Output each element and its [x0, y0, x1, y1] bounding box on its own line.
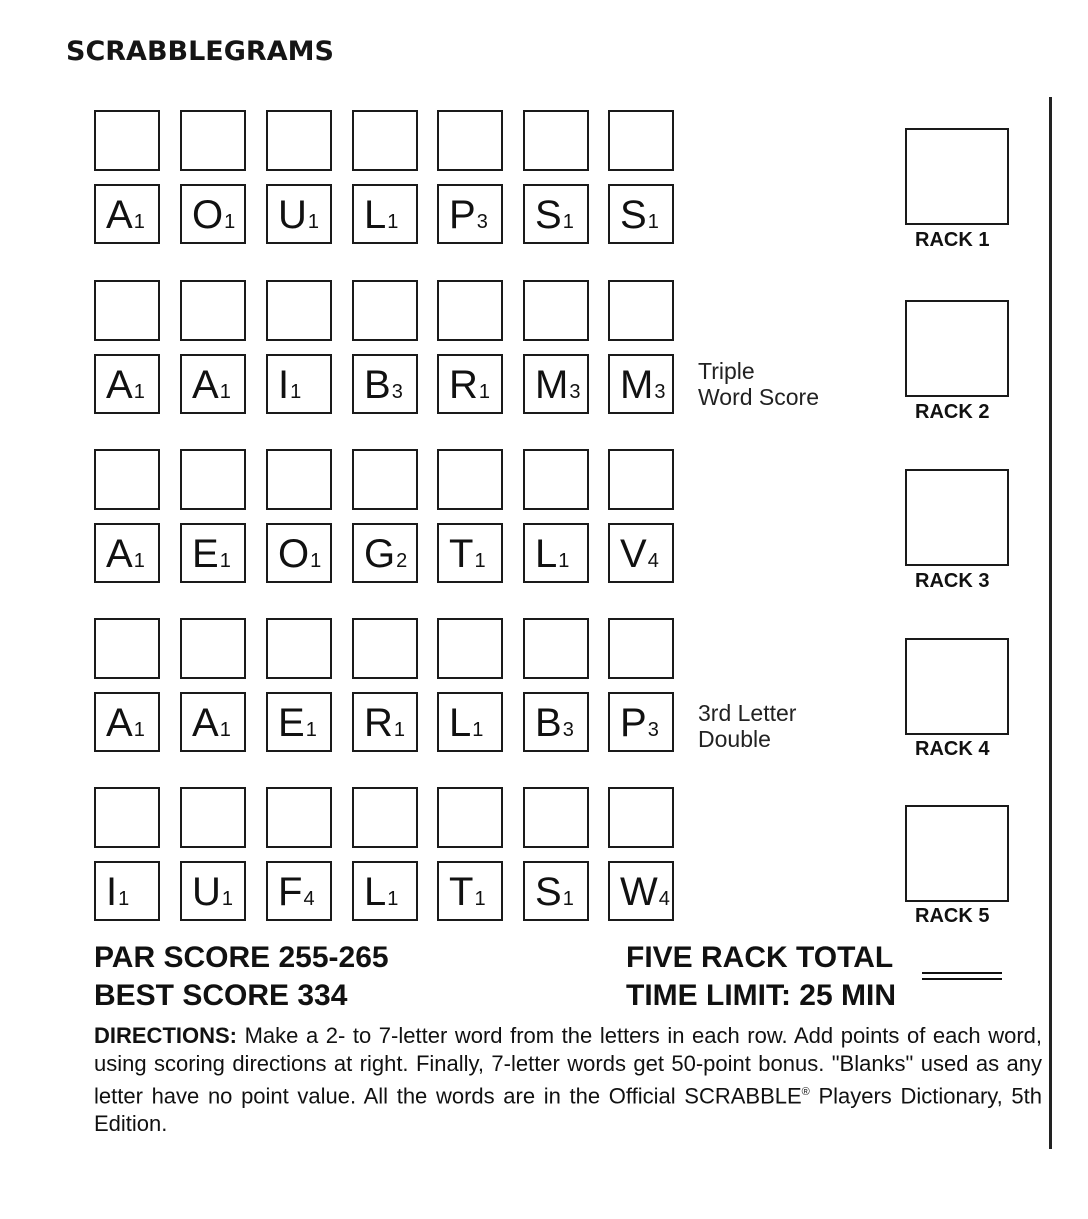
tile-points: 1: [118, 888, 130, 910]
tile-letter: R: [364, 701, 393, 745]
tile-points: 3: [647, 719, 659, 741]
letter-tile: [266, 184, 332, 244]
tile-letter: E: [192, 532, 219, 576]
tile-letter: L: [535, 532, 558, 576]
tile-face: [278, 191, 319, 246]
tile-face: [278, 868, 315, 923]
tile-face: [449, 530, 486, 585]
answer-box[interactable]: [608, 618, 674, 679]
registered-mark: ®: [801, 1086, 810, 1098]
answer-box[interactable]: [180, 110, 246, 171]
answer-box[interactable]: [266, 618, 332, 679]
tile-face: [364, 361, 403, 416]
scoring-note: 3rd Letter Double: [698, 700, 797, 752]
time-limit: TIME LIMIT: 25 MIN: [626, 979, 896, 1012]
answer-box[interactable]: [180, 787, 246, 848]
tile-letter: W: [620, 870, 658, 914]
tile-letter: B: [364, 363, 391, 407]
letter-tile: [608, 692, 674, 752]
tile-face: [620, 361, 665, 416]
answer-box[interactable]: [266, 787, 332, 848]
tile-letter: S: [535, 870, 562, 914]
total-answer-line-top: [922, 972, 1002, 974]
tile-letter: S: [535, 193, 562, 237]
tile-points: 1: [133, 381, 145, 403]
tile-face: [192, 699, 231, 754]
tile-face: [106, 699, 145, 754]
rack-score-box[interactable]: [905, 469, 1009, 566]
letter-tile: [266, 861, 332, 921]
letter-tile: [94, 523, 160, 583]
tile-letter: A: [106, 701, 133, 745]
tile-points: 3: [562, 719, 574, 741]
tile-points: 1: [219, 719, 231, 741]
tile-face: [106, 361, 145, 416]
letter-tile: [94, 692, 160, 752]
letter-tile: [608, 354, 674, 414]
rack-score-box[interactable]: [905, 638, 1009, 735]
tile-face: [449, 361, 490, 416]
right-divider-line: [1049, 97, 1052, 1149]
answer-box[interactable]: [523, 787, 589, 848]
letter-tile: [608, 184, 674, 244]
tile-points: 4: [647, 550, 659, 572]
tile-face: [620, 699, 659, 754]
letter-tile: [180, 354, 246, 414]
tile-letter: O: [278, 532, 310, 576]
tile-letter: P: [620, 701, 647, 745]
tile-letter: I: [278, 363, 290, 407]
tile-row-2: [94, 280, 694, 420]
tile-letter: A: [106, 363, 133, 407]
tile-points: 4: [303, 888, 315, 910]
rack-label: RACK 4: [915, 738, 990, 760]
answer-box[interactable]: [352, 449, 418, 510]
tile-points: 1: [562, 888, 574, 910]
best-score: BEST SCORE 334: [94, 979, 348, 1012]
letter-tile: [94, 861, 160, 921]
tile-face: [106, 868, 129, 923]
five-rack-total-label: FIVE RACK TOTAL: [626, 941, 894, 974]
letter-tile: [437, 354, 503, 414]
tile-letter: E: [278, 701, 305, 745]
tile-letter: L: [364, 870, 387, 914]
answer-box[interactable]: [352, 280, 418, 341]
answer-box[interactable]: [608, 449, 674, 510]
letter-tile: [180, 523, 246, 583]
answer-box[interactable]: [94, 110, 160, 171]
answer-box[interactable]: [94, 449, 160, 510]
letter-tile: [266, 692, 332, 752]
answer-box[interactable]: [266, 110, 332, 171]
tile-letter: A: [192, 701, 219, 745]
letter-tile: [523, 861, 589, 921]
answer-box[interactable]: [437, 618, 503, 679]
puzzle-title: SCRABBLEGRAMS: [66, 36, 334, 67]
tile-points: 1: [310, 550, 322, 572]
letter-tile: [437, 523, 503, 583]
answer-box[interactable]: [437, 280, 503, 341]
answer-box[interactable]: [523, 110, 589, 171]
answer-box[interactable]: [94, 618, 160, 679]
tile-face: [449, 191, 488, 246]
letter-tile: [523, 692, 589, 752]
rack-label: RACK 5: [915, 905, 990, 927]
answer-box[interactable]: [352, 110, 418, 171]
tile-points: 1: [647, 211, 659, 233]
directions-body-end: Players Dictionary, 5th Edition.: [94, 1083, 1042, 1137]
tile-face: [535, 530, 569, 585]
tile-letter: L: [449, 701, 472, 745]
letter-tile: [352, 861, 418, 921]
directions-text: [94, 1022, 1042, 1138]
letter-tile: [523, 354, 589, 414]
letter-tile: [608, 861, 674, 921]
letter-tile: [608, 523, 674, 583]
answer-box[interactable]: [608, 787, 674, 848]
tile-face: [620, 191, 659, 246]
tile-points: 1: [387, 211, 399, 233]
tile-letter: T: [449, 532, 474, 576]
letter-tile: [266, 354, 332, 414]
tile-face: [620, 868, 670, 923]
tile-points: 3: [476, 211, 488, 233]
letter-tile: [94, 184, 160, 244]
tile-letter: V: [620, 532, 647, 576]
tile-letter: O: [192, 193, 224, 237]
tile-letter: G: [364, 532, 396, 576]
letter-tile: [352, 354, 418, 414]
letter-tile: [352, 184, 418, 244]
answer-box[interactable]: [437, 449, 503, 510]
rack-label: RACK 2: [915, 401, 990, 423]
answer-box[interactable]: [352, 787, 418, 848]
letter-tile: [437, 184, 503, 244]
answer-box[interactable]: [523, 280, 589, 341]
answer-box[interactable]: [437, 787, 503, 848]
tile-letter: P: [449, 193, 476, 237]
tile-face: [192, 530, 231, 585]
tile-face: [535, 191, 574, 246]
letter-tile: [352, 523, 418, 583]
tile-letter: S: [620, 193, 647, 237]
tile-letter: B: [535, 701, 562, 745]
tile-row-3: [94, 449, 694, 589]
letter-tile: [266, 523, 332, 583]
par-score: PAR SCORE 255-265: [94, 941, 389, 974]
rack-label: RACK 1: [915, 229, 990, 251]
tile-face: [449, 868, 486, 923]
rack-score-box[interactable]: [905, 300, 1009, 397]
tile-points: 1: [133, 719, 145, 741]
tile-points: 1: [221, 888, 234, 910]
tile-points: 2: [396, 550, 408, 572]
rack-label: RACK 3: [915, 570, 990, 592]
tile-face: [192, 361, 231, 416]
tile-points: 1: [133, 211, 145, 233]
tile-points: 4: [658, 888, 670, 910]
answer-box[interactable]: [94, 787, 160, 848]
tile-points: 1: [305, 719, 317, 741]
tile-points: 1: [393, 719, 406, 741]
letter-tile: [180, 184, 246, 244]
tile-face: [449, 699, 483, 754]
tile-points: 1: [478, 381, 491, 403]
answer-box[interactable]: [180, 280, 246, 341]
tile-face: [535, 868, 574, 923]
rack-score-box[interactable]: [905, 805, 1009, 902]
answer-box[interactable]: [523, 449, 589, 510]
tile-letter: M: [535, 363, 569, 407]
answer-box[interactable]: [352, 618, 418, 679]
tile-face: [620, 530, 659, 585]
letter-tile: [352, 692, 418, 752]
directions-body: Make a 2- to 7-letter word from the letters in each row. Add points of each word, using scoring directions at right. Finally, 7-letter words get 50-point bonus. "Blanks" used as any letter have no point value. All the words are in the Official SCRABBLE: [94, 1023, 1042, 1109]
answer-box[interactable]: [437, 110, 503, 171]
rack-score-box[interactable]: [905, 128, 1009, 225]
tile-points: 1: [558, 550, 570, 572]
tile-letter: U: [278, 193, 307, 237]
tile-letter: I: [106, 870, 118, 914]
tile-letter: R: [449, 363, 478, 407]
tile-face: [278, 530, 321, 585]
answer-box[interactable]: [608, 280, 674, 341]
tile-row-1: [94, 110, 694, 250]
tile-points: 1: [219, 381, 231, 403]
answer-box[interactable]: [523, 618, 589, 679]
tile-points: 1: [562, 211, 574, 233]
tile-letter: A: [192, 363, 219, 407]
tile-points: 1: [387, 888, 399, 910]
directions-heading: DIRECTIONS:: [94, 1023, 237, 1048]
tile-letter: A: [106, 532, 133, 576]
letter-tile: [180, 692, 246, 752]
tile-face: [106, 191, 145, 246]
tile-points: 3: [654, 381, 666, 403]
tile-letter: F: [278, 870, 303, 914]
answer-box[interactable]: [608, 110, 674, 171]
answer-box[interactable]: [180, 618, 246, 679]
answer-box[interactable]: [94, 280, 160, 341]
tile-face: [192, 191, 235, 246]
letter-tile: [523, 184, 589, 244]
answer-box[interactable]: [180, 449, 246, 510]
tile-points: 3: [391, 381, 403, 403]
tile-letter: L: [364, 193, 387, 237]
tile-row-4: [94, 618, 694, 758]
tile-letter: T: [449, 870, 474, 914]
tile-face: [106, 530, 145, 585]
tile-points: 1: [472, 719, 484, 741]
letter-tile: [437, 861, 503, 921]
tile-face: [364, 868, 398, 923]
letter-tile: [180, 861, 246, 921]
answer-box[interactable]: [266, 280, 332, 341]
tile-letter: U: [192, 870, 221, 914]
tile-points: 1: [474, 550, 486, 572]
tile-row-5: [94, 787, 694, 927]
tile-points: 1: [224, 211, 236, 233]
answer-box[interactable]: [266, 449, 332, 510]
tile-face: [278, 699, 317, 754]
letter-tile: [94, 354, 160, 414]
tile-points: 1: [133, 550, 145, 572]
tile-letter: M: [620, 363, 654, 407]
tile-points: 1: [474, 888, 486, 910]
tile-face: [535, 699, 574, 754]
total-answer-line-bottom: [922, 978, 1002, 980]
tile-face: [535, 361, 580, 416]
tile-face: [278, 361, 301, 416]
tile-face: [192, 868, 233, 923]
tile-face: [364, 530, 407, 585]
tile-face: [364, 699, 405, 754]
letter-tile: [437, 692, 503, 752]
tile-face: [364, 191, 398, 246]
tile-points: 1: [307, 211, 320, 233]
letter-tile: [523, 523, 589, 583]
tile-points: 3: [569, 381, 581, 403]
scoring-note: Triple Word Score: [698, 358, 820, 410]
tile-points: 1: [219, 550, 231, 572]
tile-letter: A: [106, 193, 133, 237]
tile-points: 1: [290, 381, 302, 403]
